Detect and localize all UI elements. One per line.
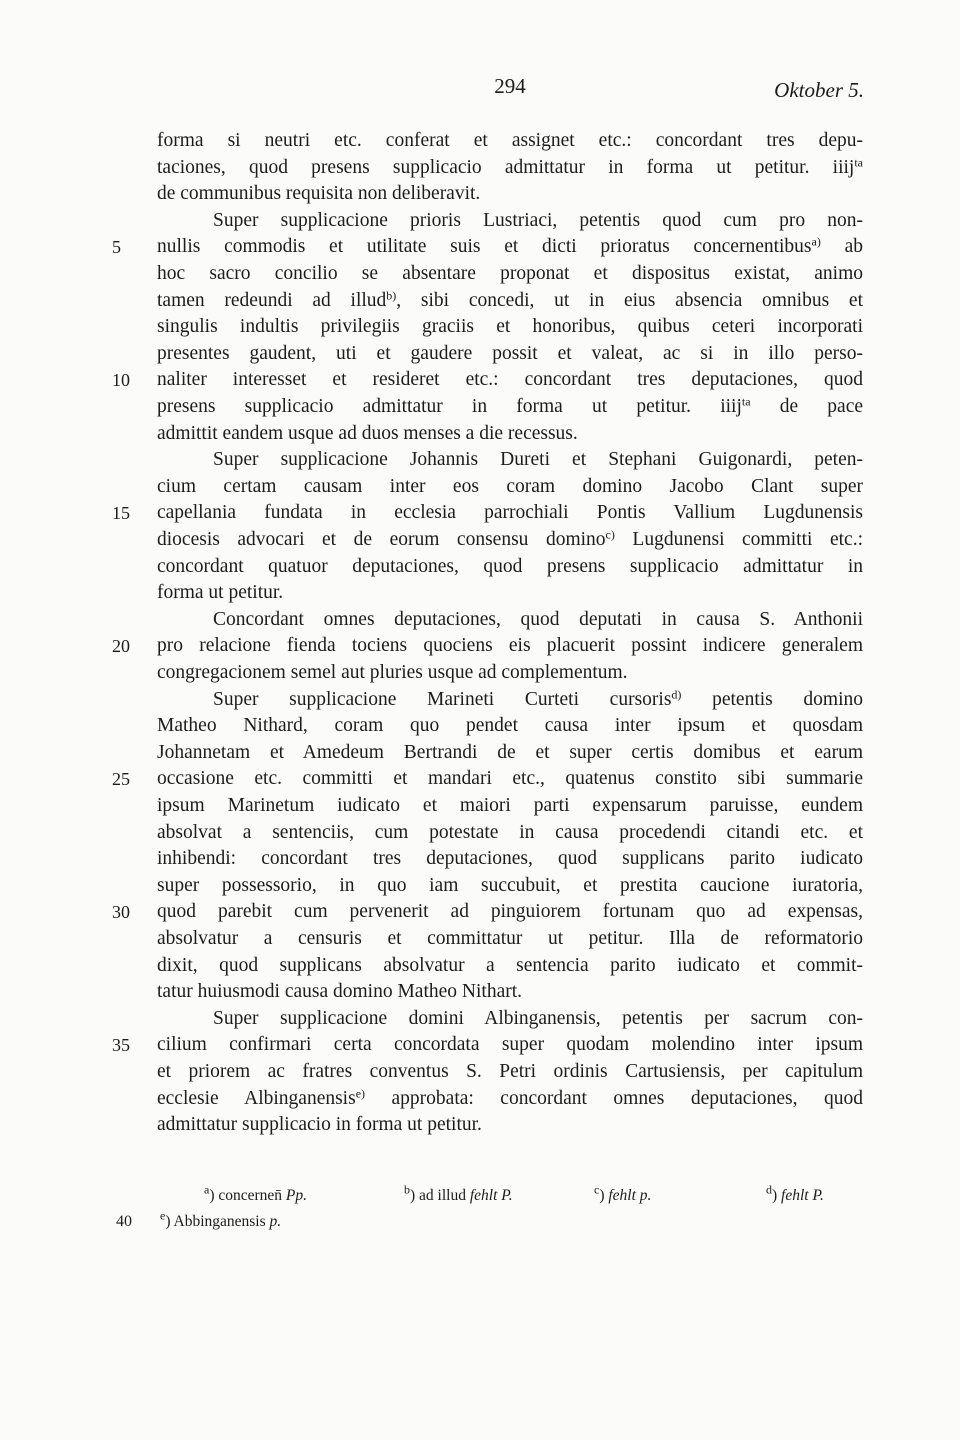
text-segment: diocesis advocari et de eorum consensu domino: [157, 529, 606, 550]
text-segment: singulis indultis privilegiis graciis et honoribus, quibus ceteri incorporati: [157, 316, 863, 337]
text-segment: forma si neutri etc. conferat et assignet etc.: concordant tres depu-: [157, 130, 863, 151]
text-line: [157, 1006, 863, 1032]
text-segment: Super supplicacione domini Albinganensis, petentis per sacrum con-: [213, 1008, 863, 1029]
text-line: [157, 527, 863, 553]
text-segment: dixit, quod supplicans absolvatur a sentencia parito iudicato et commit-: [157, 955, 863, 976]
text-segment: concordant quatuor deputaciones, quod presens supplicacio admittatur in: [157, 556, 863, 577]
footnote-reference: a): [811, 234, 821, 249]
text-line: [157, 367, 863, 393]
text-segment: presentes gaudent, uti et gaudere possit et valeat, ac si in illo perso-: [157, 343, 863, 364]
text-segment: de communibus requisita non deliberavit.: [157, 183, 481, 204]
text-segment: pro relacione fienda tociens quociens eis placuerit possint indicere generalem: [157, 635, 863, 656]
footnote-source: fehlt p.: [608, 1187, 652, 1204]
text-segment: cium certam causam inter eos coram domino Jacobo Clant super: [157, 476, 863, 497]
line-number: 20: [112, 636, 130, 656]
text-segment: tamen redeundi ad illud: [157, 290, 387, 311]
text-line: [157, 1086, 863, 1112]
text-line: [157, 288, 863, 314]
text-segment: naliter interesset et resideret etc.: concordant tres deputaciones, quod: [157, 369, 863, 390]
line-number: 35: [112, 1035, 130, 1055]
text-segment: Concordant omnes deputaciones, quod deputati in causa S. Anthonii: [213, 609, 863, 630]
text-line: [157, 580, 863, 606]
text-line: [157, 660, 863, 686]
text-line: [157, 926, 863, 952]
footnote-text: ) concernen̄: [209, 1187, 286, 1204]
text-segment: admittit eandem usque ad duos menses a die recessus.: [157, 423, 578, 444]
footnote-marker: b: [404, 1182, 410, 1197]
footnote-reference: ta: [741, 394, 751, 409]
text-line: [157, 953, 863, 979]
text-segment: presens supplicacio admittatur in forma ut petitur. iiij: [157, 396, 742, 417]
running-head: Oktober 5.: [774, 78, 864, 102]
footnote-reference: c): [605, 527, 615, 542]
text-segment: Super supplicacione Johannis Dureti et Stephani Guigonardi, peten-: [213, 449, 863, 470]
text-line: [157, 873, 863, 899]
footnote-a: [204, 1182, 308, 1206]
text-segment: ecclesie Albinganensis: [157, 1088, 356, 1109]
footnote-text: ): [599, 1187, 609, 1204]
text-line: [157, 234, 863, 260]
text-line: [157, 740, 863, 766]
text-segment: Super supplicacione prioris Lustriaci, petentis quod cum pro non-: [213, 210, 863, 231]
line-number: 5: [112, 237, 121, 257]
text-line: [157, 846, 863, 872]
text-line: [157, 687, 863, 713]
footnote-c: [594, 1182, 652, 1206]
text-segment: quod parebit cum pervenerit ad pinguiorem fortunam quo ad expensas,: [157, 901, 863, 922]
text-line: [157, 421, 863, 447]
footnote-text: ) ad illud: [410, 1187, 470, 1204]
text-segment: nullis commodis et utilitate suis et dicti prioratus concernentibus: [157, 236, 812, 257]
text-line: [157, 713, 863, 739]
text-segment: hoc sacro concilio se absentare proponat et dispositus existat, animo: [157, 263, 863, 284]
footnote-text: ): [772, 1187, 782, 1204]
text-segment: Super supplicacione Marineti Curteti cursoris: [213, 689, 672, 710]
footnote-e: [160, 1208, 282, 1232]
text-segment: cilium confirmari certa concordata super quodam molendino inter ipsum: [157, 1034, 863, 1055]
text-segment: inhibendi: concordant tres deputaciones, quod supplicans parito iudicato: [157, 848, 863, 869]
text-line: [157, 474, 863, 500]
footnote-source: Pp.: [285, 1187, 308, 1204]
footnote-marker: e: [160, 1208, 166, 1223]
text-segment: occasione etc. committi et mandari etc., quatenus constito sibi summarie: [157, 768, 863, 789]
text-line: [157, 766, 863, 792]
footnote-reference: e): [355, 1086, 366, 1101]
footnote-reference: b): [386, 288, 397, 303]
text-segment: super possessorio, in quo iam succubuit, et prestita caucione iuratoria,: [157, 875, 863, 896]
text-line: [157, 261, 863, 287]
footnote-source: fehlt P.: [781, 1187, 824, 1204]
text-segment: ab: [820, 236, 863, 257]
text-line: [157, 394, 863, 420]
text-line: [157, 314, 863, 340]
text-segment: Johannetam et Amedeum Bertrandi de et super certis domibus et earum: [157, 742, 863, 763]
text-segment: congregacionem semel aut pluries usque ad complementum.: [157, 662, 628, 683]
text-line: [157, 607, 863, 633]
text-segment: absolvat a sentenciis, cum potestate in causa procedendi citandi etc. et: [157, 822, 863, 843]
text-segment: petentis domino: [681, 689, 863, 710]
text-line: [157, 341, 863, 367]
text-line: [157, 820, 863, 846]
footnote-d: [766, 1182, 824, 1206]
text-line: [157, 979, 863, 1005]
line-number: 40: [116, 1213, 132, 1230]
footnote-source: fehlt P.: [469, 1187, 513, 1204]
text-line: [157, 128, 863, 154]
footnote-source: p.: [269, 1213, 282, 1230]
text-segment: , sibi concedi, ut in eius absencia omnibus et: [396, 290, 863, 311]
text-line: [157, 181, 863, 207]
text-line: [157, 1032, 863, 1058]
line-number: 10: [112, 370, 130, 390]
line-number: 30: [112, 902, 130, 922]
text-line: [157, 447, 863, 473]
text-line: [157, 633, 863, 659]
text-segment: de pace: [750, 396, 864, 417]
line-number: 15: [112, 503, 130, 523]
text-line: [157, 500, 863, 526]
footnote-b: [404, 1182, 513, 1206]
text-segment: approbata: concordant omnes deputaciones, quod: [365, 1088, 863, 1109]
text-line: [157, 155, 863, 181]
footnote-marker: c: [594, 1182, 600, 1197]
text-line: [157, 793, 863, 819]
line-number: 25: [112, 769, 130, 789]
footnote-reference: ta: [854, 155, 863, 170]
text-segment: forma ut petitur.: [157, 582, 284, 603]
page-number: 294: [494, 74, 526, 98]
text-segment: admittatur supplicacio in forma ut petitur.: [157, 1114, 482, 1135]
text-segment: et priorem ac fratres conventus S. Petri ordinis Cartusiensis, per capitulum: [157, 1061, 863, 1082]
text-segment: tatur huiusmodi causa domino Matheo Nithart.: [157, 981, 523, 1002]
text-line: [157, 899, 863, 925]
text-segment: Lugdunensi committi etc.:: [614, 529, 863, 550]
text-line: [157, 554, 863, 580]
text-segment: taciones, quod presens supplicacio admittatur in forma ut petitur. iiij: [157, 157, 855, 178]
footnote-marker: d: [766, 1182, 772, 1197]
footnote-marker: a: [204, 1182, 210, 1197]
text-segment: absolvatur a censuris et committatur ut petitur. Illa de reformatorio: [157, 928, 863, 949]
footnote-text: ) Abbinganensis: [165, 1213, 270, 1230]
text-segment: capellania fundata in ecclesia parrochiali Pontis Vallium Lugdunensis: [157, 502, 863, 523]
text-line: [157, 208, 863, 234]
text-segment: Matheo Nithard, coram quo pendet causa inter ipsum et quosdam: [157, 715, 863, 736]
text-line: [157, 1112, 863, 1138]
footnote-reference: d): [671, 687, 682, 702]
text-segment: ipsum Marinetum iudicato et maiori parti expensarum paruisse, eundem: [157, 795, 863, 816]
text-line: [157, 1059, 863, 1085]
